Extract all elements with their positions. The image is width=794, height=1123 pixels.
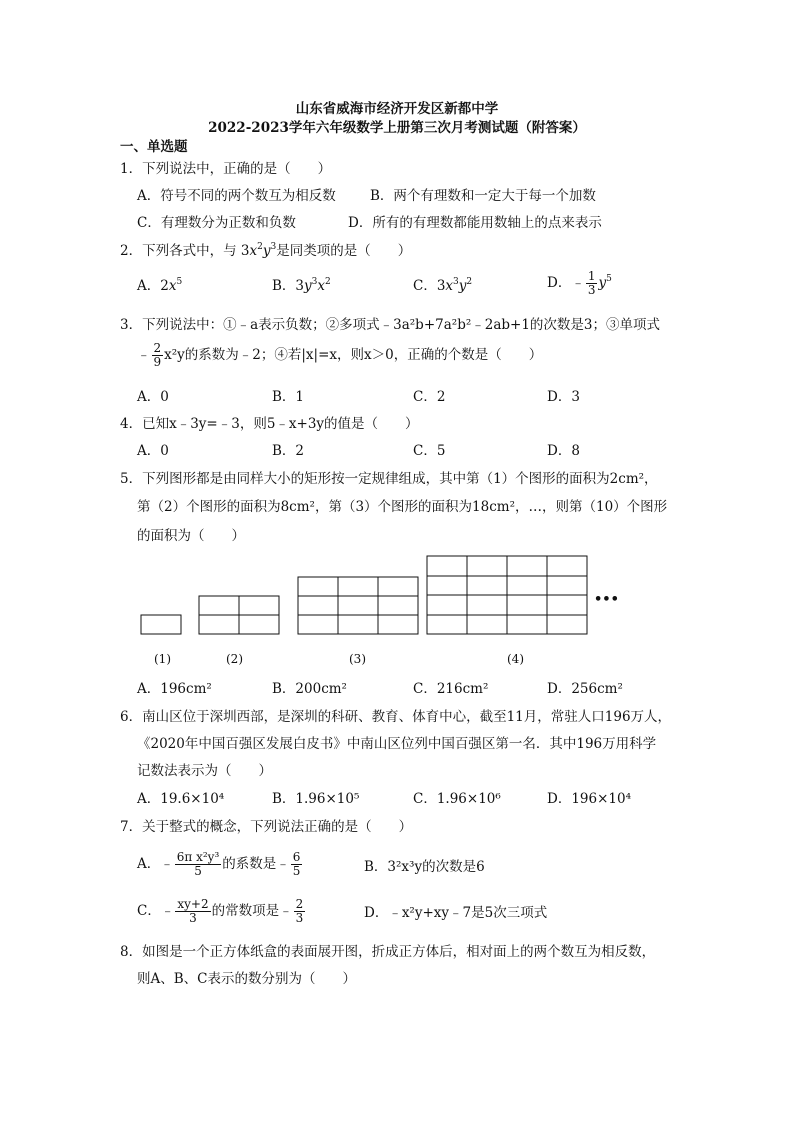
question-3-option-d: D．3 — [547, 389, 580, 405]
rectangle-pattern-figure — [130, 550, 630, 646]
figure-4-label: (4) — [507, 652, 524, 666]
question-6-option-d: D．196×10⁴ — [547, 791, 631, 807]
fraction: $\frac{6}{5}$ — [292, 850, 301, 878]
question-3-option-a: A．0 — [137, 389, 169, 405]
question-5-line-3: 的面积为（ ） — [137, 528, 245, 544]
question-8-line-1: 8．如图是一个正方体纸盒的表面展开图，折成正方体后，相对面上的两个数互为相反数， — [120, 944, 656, 960]
question-7-option-a: A．﹣ $\frac{\text{6π x²y³}}{5}$ 的系数是﹣ $\frac{6}{5}$ — [137, 850, 301, 878]
question-6-line-1: 6．南山区位于深圳西部，是深圳的科研、教育、体育中心，截至11月，常驻人口196万人， — [120, 709, 672, 725]
question-5-option-d: D．256cm² — [547, 681, 623, 697]
figure-1-label: (1) — [154, 652, 171, 666]
fraction: $\frac{2}{3}$ — [295, 897, 304, 925]
question-6-line-2: 《2020年中国百强区发展白皮书》中南山区位列中国百强区第一名．其中196万用科学 — [137, 736, 657, 752]
figure-2-label: (2) — [226, 652, 243, 666]
question-4-option-d: D．8 — [547, 443, 580, 459]
question-1-option-c: C．有理数分为正数和负数 — [137, 215, 296, 231]
question-5-option-a: A．196cm² — [137, 681, 212, 697]
question-1-option-b: B．两个有理数和一定大于每一个加数 — [370, 188, 596, 204]
question-1-option-d: D．所有的有理数都能用数轴上的点来表示 — [348, 215, 602, 231]
question-7-option-d: D．﹣x²y+xy﹣7是5次三项式 — [364, 905, 548, 921]
fraction: $\frac{2}{9}$ — [153, 341, 162, 369]
figure-2-grid — [199, 596, 279, 634]
question-2-option-d: D．﹣ $\frac{1}{3}$ $y^5$ — [547, 269, 612, 297]
question-3-option-b: B．1 — [272, 389, 305, 405]
question-4-option-b: B．2 — [272, 443, 305, 459]
question-5-option-c: C．216cm² — [413, 681, 489, 697]
question-3-line-1: 3．下列说法中：①﹣a表示负数；②多项式﹣3a²b+7a²b²﹣2ab+1的次数是3；③单项式 — [120, 317, 661, 333]
section-heading: 一、单选题 — [120, 139, 188, 155]
question-4-option-a: A．0 — [137, 443, 169, 459]
question-4-option-c: C．5 — [413, 443, 446, 459]
question-8-line-2: 则A、B、C表示的数分别为（ ） — [137, 971, 356, 987]
question-2-option-a: A．$2x^5$ — [137, 277, 183, 294]
question-7-stem: 7．关于整式的概念，下列说法正确的是（ ） — [120, 819, 413, 835]
fraction: $\frac{\text{6π x²y³}}{5}$ — [176, 850, 220, 878]
question-5-option-b: B．200cm² — [272, 681, 347, 697]
question-3-line-2: ﹣ $\frac{2}{9}$ x²y的系数为﹣2；④若|x|=x，则x＞0，正确的个数是（ ） — [137, 341, 543, 369]
question-5-line-1: 5．下列图形都是由同样大小的矩形按一定规律组成，其中第（1）个图形的面积为2cm²， — [120, 471, 658, 487]
question-7-option-b: B．3²x³y的次数是6 — [364, 859, 485, 875]
question-6-option-c: C．1.96×10⁶ — [413, 791, 501, 807]
question-7-option-c: C．﹣ $\frac{xy+2}{3}$ 的常数项是﹣ $\frac{2}{3}$ — [137, 897, 304, 925]
exam-title-school: 山东省威海市经济开发区新都中学 — [295, 101, 499, 117]
figure-1-rect — [141, 615, 181, 634]
question-2-option-c: C．$3x^3y^2$ — [413, 277, 473, 294]
exam-title-test: 2022-2023学年六年级数学上册第三次月考测试题（附答案） — [208, 120, 586, 136]
figure-4-grid — [427, 556, 587, 634]
figure-3-grid — [298, 577, 418, 634]
figure-3-label: (3) — [349, 652, 366, 666]
question-1-stem: 1．下列说法中，正确的是（ ） — [120, 161, 332, 177]
question-3-option-c: C．2 — [413, 389, 446, 405]
fraction: $\frac{xy+2}{3}$ — [177, 897, 209, 925]
question-6-option-a: A．19.6×10⁴ — [137, 791, 225, 807]
continuation-dots: ••• — [594, 592, 619, 607]
question-4-stem: 4．已知x﹣3y=﹣3，则5﹣x+3y的值是（ ） — [120, 416, 419, 432]
question-2-option-b: B．$3y^3x^2$ — [272, 277, 331, 294]
question-2-stem: 2．下列各式中，与 $3x^2y^3$是同类项的是（ ） — [120, 242, 412, 259]
question-6-option-b: B．1.96×10⁵ — [272, 791, 360, 807]
question-6-line-3: 记数法表示为（ ） — [137, 763, 272, 779]
question-5-line-2: 第（2）个图形的面积为8cm²，第（3）个图形的面积为18cm²，…，则第（10）个图形 — [137, 499, 668, 515]
question-1-option-a: A．符号不同的两个数互为相反数 — [137, 188, 336, 204]
fraction: $\frac{1}{3}$ — [587, 269, 596, 297]
